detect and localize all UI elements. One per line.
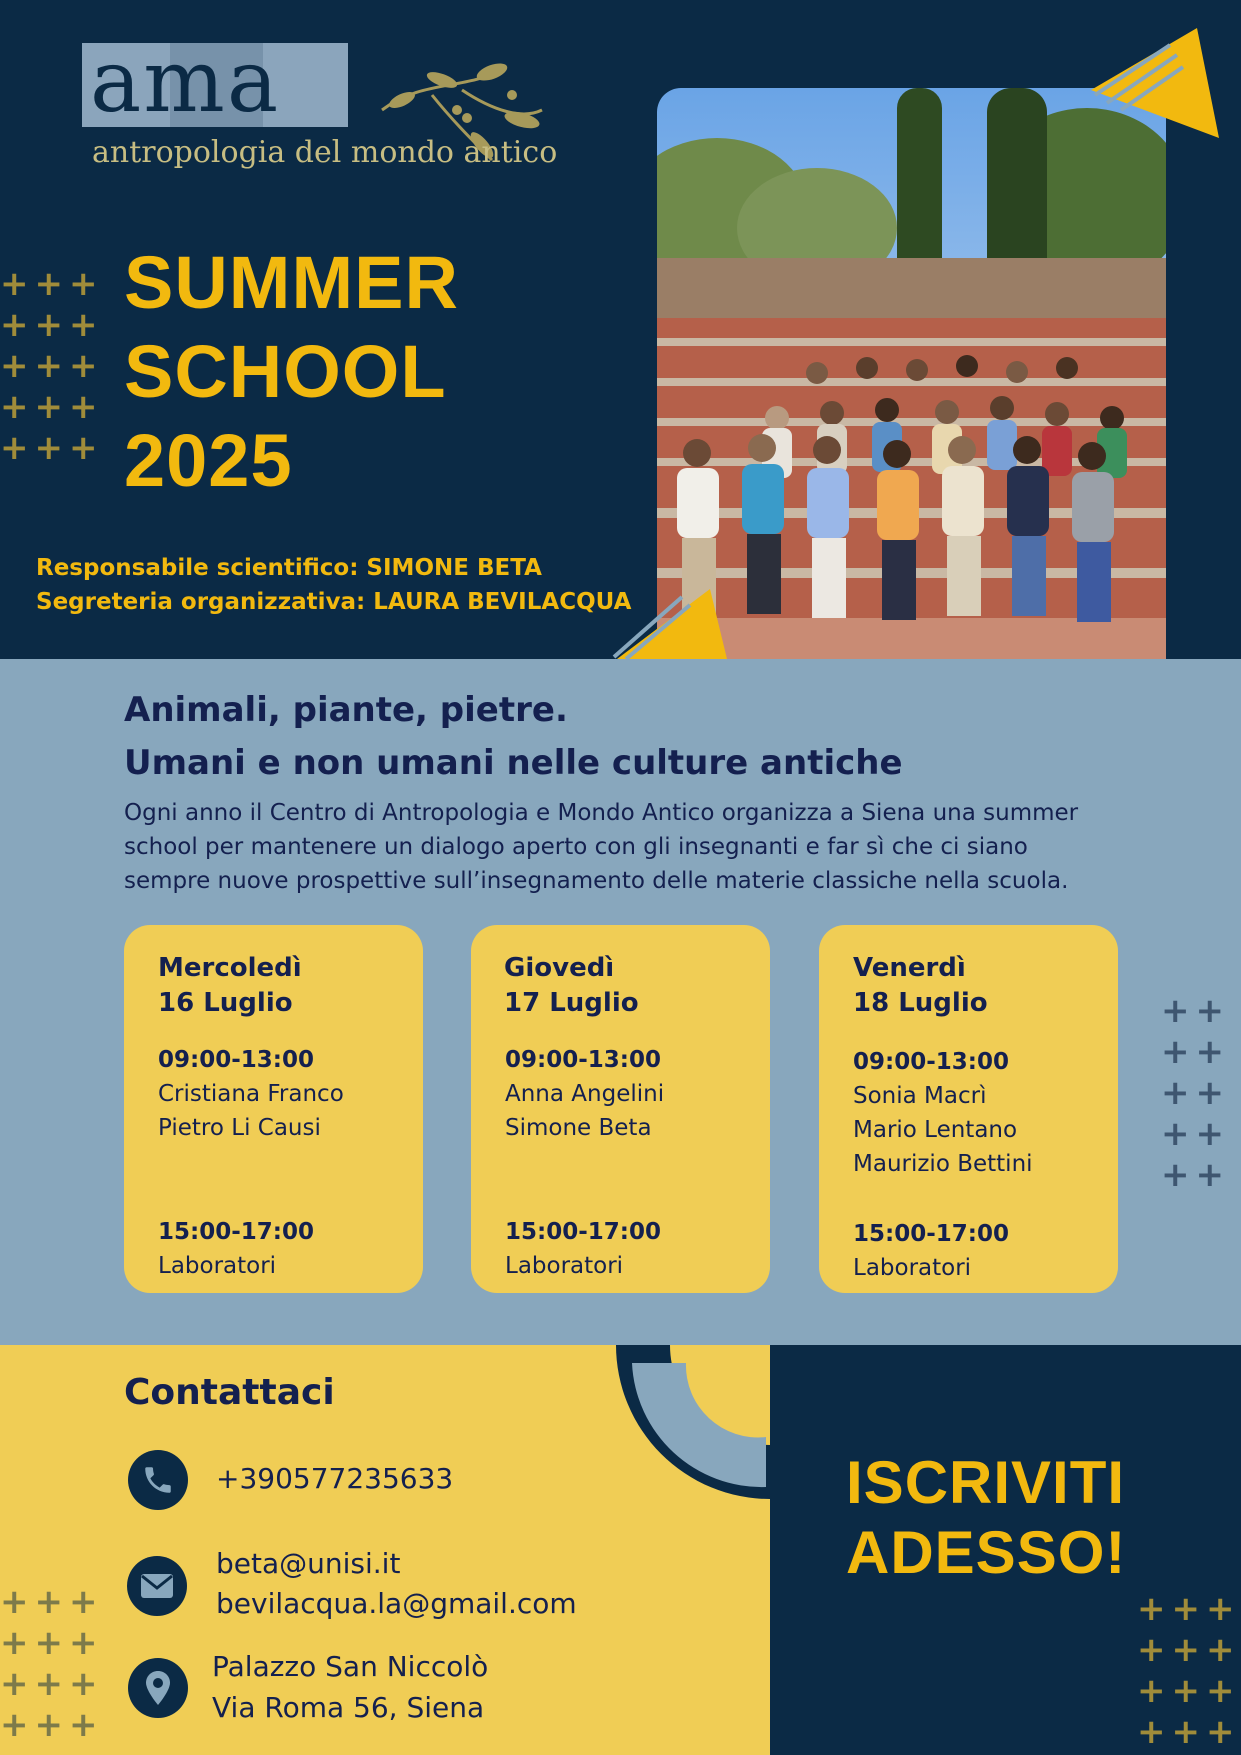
intro-text-line: school per mantenere un dialogo aperto con gli insegnanti e far sì che ci siano: [124, 834, 1028, 860]
triangle-decoration: [612, 587, 732, 659]
morning-time: 09:00-13:00: [505, 1047, 661, 1073]
group-photo: [657, 88, 1166, 659]
phone-icon-glyph: [141, 1463, 175, 1497]
day-card-wednesday: [124, 925, 423, 1293]
afternoon-time: 15:00-17:00: [505, 1219, 661, 1245]
card-day-heading: [853, 951, 988, 1021]
group-photo-illustration: [657, 88, 1166, 659]
day-card-thursday: [471, 925, 770, 1293]
ama-logo: [82, 32, 587, 178]
phone-number[interactable]: +390577235633: [216, 1462, 454, 1495]
plus-pattern-decoration: +++ +++ +++ +++ +++: [0, 264, 104, 468]
location-pin-icon-glyph: [145, 1670, 171, 1706]
speaker-name: Maurizio Bettini: [853, 1151, 1033, 1177]
cta-line: ISCRIVITI: [846, 1449, 1126, 1516]
speaker-name: Mario Lentano: [853, 1117, 1018, 1143]
address-line: Palazzo San Niccolò: [212, 1650, 489, 1683]
page-title: [124, 238, 459, 505]
afternoon-activity: Laboratori: [853, 1255, 972, 1281]
title-line: 2025: [124, 419, 293, 502]
plus-pattern-decoration: +++ +++ +++ +++: [1137, 1589, 1241, 1752]
speaker-name: Sonia Macrì: [853, 1083, 987, 1109]
program-heading-line1: Animali, piante, pietre.: [124, 690, 568, 730]
card-weekday: Giovedì: [504, 953, 615, 983]
contact-title: Contattaci: [124, 1372, 335, 1413]
logo-letters: ama: [90, 32, 281, 132]
segreteria-text: Segreteria organizzativa: LAURA BEVILACQUA: [36, 589, 632, 615]
afternoon-activity: Laboratori: [158, 1253, 277, 1279]
speaker-name: Anna Angelini: [505, 1081, 665, 1107]
morning-time: 09:00-13:00: [158, 1047, 314, 1073]
card-day-heading: [158, 951, 302, 1021]
card-date: 18 Luglio: [853, 988, 988, 1018]
card-weekday: Mercoledì: [158, 953, 302, 983]
email-link[interactable]: beta@unisi.it: [216, 1547, 401, 1580]
speaker-name: Simone Beta: [505, 1115, 652, 1141]
triangle-decoration: [1085, 25, 1241, 140]
card-date: 16 Luglio: [158, 988, 293, 1018]
logo-caption: antropologia del mondo antico: [92, 135, 558, 170]
mail-icon: [127, 1556, 187, 1616]
email-link[interactable]: bevilacqua.la@gmail.com: [216, 1587, 577, 1620]
arc-decoration: [616, 1345, 770, 1500]
day-card-friday: [819, 925, 1118, 1293]
program-heading-line2: Umani e non umani nelle culture antiche: [124, 743, 903, 783]
phone-icon: [128, 1450, 188, 1510]
location-pin-icon: [128, 1658, 188, 1718]
morning-time: 09:00-13:00: [853, 1049, 1009, 1075]
card-weekday: Venerdì: [853, 953, 966, 983]
speaker-name: Cristiana Franco: [158, 1081, 344, 1107]
title-line: SUMMER: [124, 241, 459, 324]
cta-line: ADESSO!: [846, 1519, 1127, 1586]
cta-button[interactable]: [846, 1448, 1126, 1588]
responsabile-text: Responsabile scientifico: SIMONE BETA: [36, 555, 542, 581]
afternoon-activity: Laboratori: [505, 1253, 624, 1279]
plus-pattern-decoration: +++ +++ +++ +++: [0, 1582, 104, 1745]
intro-text-line: Ogni anno il Centro di Antropologia e Mondo Antico organizza a Siena una summer: [124, 800, 1079, 826]
mail-icon-glyph: [140, 1573, 174, 1599]
card-date: 17 Luglio: [504, 988, 639, 1018]
title-line: SCHOOL: [124, 330, 447, 413]
plus-pattern-decoration: ++ ++ ++ ++ ++: [1161, 991, 1230, 1195]
speaker-name: Pietro Li Causi: [158, 1115, 321, 1141]
intro-text-line: sempre nuove prospettive sull’insegnamento delle materie classiche nella scuola.: [124, 868, 1069, 894]
card-day-heading: [504, 951, 639, 1021]
address-line: Via Roma 56, Siena: [212, 1691, 485, 1724]
afternoon-time: 15:00-17:00: [158, 1219, 314, 1245]
afternoon-time: 15:00-17:00: [853, 1221, 1009, 1247]
